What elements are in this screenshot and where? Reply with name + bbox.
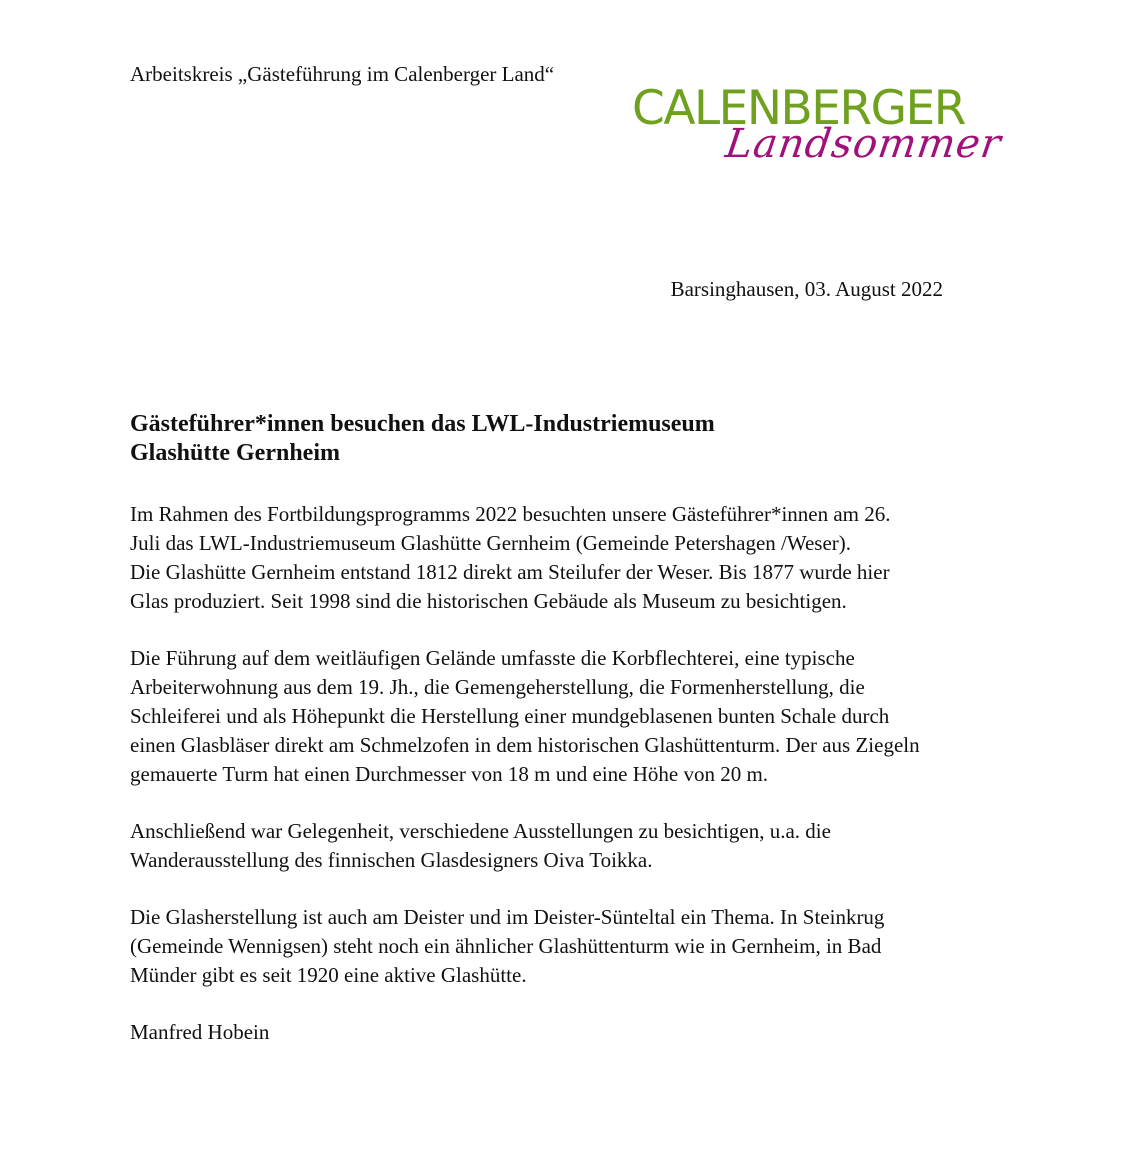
- text-line: Schleiferei und als Höhepunkt die Herstellung einer mundgeblasenen bunten Schale durch: [130, 704, 890, 728]
- logo-wordmark-calenberger: CALENBERGER: [632, 81, 965, 136]
- text-line: Wanderausstellung des finnischen Glasdesigners Oiva Toikka.: [130, 848, 653, 872]
- calenberger-landsommer-logo: [632, 81, 1005, 170]
- paragraph-exhibitions: [130, 817, 1010, 875]
- article-body: [130, 500, 1010, 1047]
- place-and-date: Barsinghausen, 03. August 2022: [670, 277, 943, 301]
- organization-name: Arbeitskreis „Gästeführung im Calenberger Land“: [130, 62, 555, 86]
- text-line: Im Rahmen des Fortbildungsprogramms 2022 besuchten unsere Gästeführer*innen am 26.: [130, 502, 891, 526]
- author-signature: Manfred Hobein: [130, 1020, 270, 1044]
- text-line: (Gemeinde Wennigsen) steht noch ein ähnlicher Glashüttenturm wie in Gernheim, in Bad: [130, 934, 882, 958]
- text-line: einen Glasbläser direkt am Schmelzofen in dem historischen Glashüttenturm. Der aus Ziegeln: [130, 733, 920, 757]
- text-line: Glas produziert. Seit 1998 sind die historischen Gebäude als Museum zu besichtigen.: [130, 589, 847, 613]
- text-line: Die Glashütte Gernheim entstand 1812 direkt am Steilufer der Weser. Bis 1877 wurde hier: [130, 560, 890, 584]
- headline-line: Gästeführer*innen besuchen das LWL-Industriemuseum: [130, 411, 715, 437]
- logo-wordmark-landsommer: Landsommer: [722, 121, 1005, 167]
- text-line: Münder gibt es seit 1920 eine aktive Glashütte.: [130, 963, 527, 987]
- paragraph-tour: [130, 644, 1010, 789]
- text-line: Die Führung auf dem weitläufigen Gelände umfasste die Korbflechterei, eine typische: [130, 646, 855, 670]
- headline: [130, 410, 930, 468]
- text-line: Anschließend war Gelegenheit, verschiedene Ausstellungen zu besichtigen, u.a. die: [130, 819, 831, 843]
- text-line: Arbeiterwohnung aus dem 19. Jh., die Gemengeherstellung, die Formenherstellung, die: [130, 675, 865, 699]
- paragraph-regional: [130, 903, 1010, 990]
- paragraph-intro: [130, 500, 1010, 616]
- text-line: Juli das LWL-Industriemuseum Glashütte Gernheim (Gemeinde Petershagen /Weser).: [130, 531, 852, 555]
- text-line: Die Glasherstellung ist auch am Deister und im Deister-Sünteltal ein Thema. In Steinkrug: [130, 905, 885, 929]
- headline-line: Glashütte Gernheim: [130, 440, 340, 466]
- text-line: gemauerte Turm hat einen Durchmesser von 18 m und eine Höhe von 20 m.: [130, 762, 769, 786]
